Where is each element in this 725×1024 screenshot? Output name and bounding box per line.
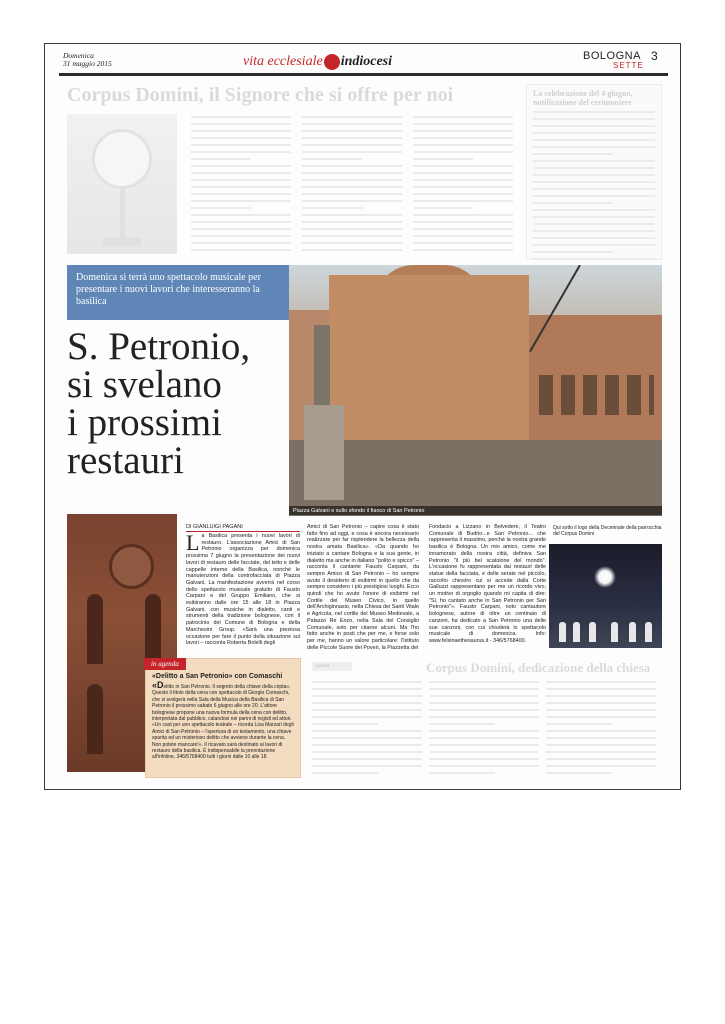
faded-text-line	[302, 221, 402, 223]
faded-text-line	[312, 702, 422, 704]
faded-text-line	[533, 160, 655, 162]
faded-text-line	[191, 214, 291, 216]
faded-text-line	[533, 146, 655, 148]
headline-line: si svelano	[67, 363, 222, 406]
bottom-article-column	[312, 681, 422, 779]
faded-text-line	[533, 132, 655, 134]
feature-kicker	[67, 265, 289, 320]
byline-author: GIANLUIGI PAGANI	[193, 524, 243, 530]
faded-text-line	[413, 228, 513, 230]
faded-text-line	[413, 165, 513, 167]
faded-text-line	[312, 709, 422, 711]
faded-text-line	[429, 681, 539, 683]
faded-text-line	[429, 751, 539, 753]
faded-text-line	[429, 765, 539, 767]
faded-text-line	[533, 202, 613, 204]
bottom-article-tag: Stasera	[312, 662, 352, 671]
top-article-sidebar	[526, 84, 662, 260]
faded-text-line	[312, 730, 422, 732]
agenda-text: elitto in San Petronio. Il segreto della chiave della cripta». Questo il titolo della cena con spettacolo di Giorgio Comaschi, che si svolgerà nella Sala della Musica della Basilica di San Petronio il prossimo sabato 6 giugno alle ore 20. L'attore bolognese propone una nuova formula della cena con delitto, interpretata dal pubblico, calandosi nei panni di registi ed attori. «Un cast per uno spettacolo teatrale – ricorda Lisa Marzari degli Amici di San Petronio – l'apertura di un testamento, una chiave sparita ed un misterioso delitto che avviene durante la cena. Non potete mancare!». Il ricavato sarà destinato ai lavori di restauro della basilica. È indispensabile la prenotazione all'infoline, 346/5768400 tutti i giorni dalle 10 alle 18.	[152, 684, 294, 761]
performer-figure	[645, 622, 652, 642]
bottom-article-title: Corpus Domini, dedicazione della chiesa	[426, 660, 651, 675]
top-article-sidebar-text	[527, 111, 661, 260]
faded-text-line	[191, 172, 291, 174]
issue-day: Domenica	[63, 51, 94, 60]
faded-text-line	[302, 179, 402, 181]
faded-text-line	[312, 751, 422, 753]
performer-figure	[589, 622, 596, 642]
bottom-article-column	[546, 681, 656, 779]
faded-text-line	[546, 702, 656, 704]
faded-text-line	[546, 744, 656, 746]
faded-text-line	[413, 242, 513, 244]
faded-text-line	[312, 772, 378, 774]
arched-window	[145, 594, 161, 664]
bottom-article-column	[429, 681, 539, 779]
agenda-title: «Delitto a San Petronio» con Comaschi	[152, 673, 283, 680]
faded-text-line	[191, 221, 291, 223]
faded-text-line	[302, 144, 402, 146]
faded-text-line	[191, 165, 291, 167]
top-article-sidebar-title: La celebrazione del 4 giugno, notificazione del cerimoniere	[533, 89, 633, 107]
faded-text-line	[413, 144, 513, 146]
faded-text-line	[191, 200, 291, 202]
faded-text-line	[546, 772, 612, 774]
monstrance-base	[103, 238, 141, 246]
performer-figure	[629, 622, 636, 642]
faded-text-line	[429, 772, 495, 774]
faded-text-line	[546, 688, 656, 690]
faded-text-line	[429, 730, 539, 732]
article-column-3: Fondacio a Lizzano in Belvedere, il Teatro Comunale di Budrio...e San Petronio... che rappresenta il massimo, perché la nostra grande basilica è Bologna. Un mio amico, come me innamorato della nostra città, definiva San Petronio "il più bel scatolone del mondo". L'occasione fu rappresentata dai restauri delle statue della facciata, e delle serate nel piccolo, raccolto chiostro cui si accede dalla Corte Galluzzi rappresentano per me un ricordo vivo, un motivo di orgoglio quando mi capita di dire: "Sì, ho cantato anche in San Petronio per San Petronio"». Fausto Carpani, noto cantautore bolognese, autore di oltre un centinaio di canzoni, ha dedicato a San Petronio una delle sue canzoni, con cui chiuderà lo spettacolo musicale di domenica. Info: www.felsinaethesaurus.it - 346/5768400.	[429, 524, 546, 644]
faded-text-line	[191, 158, 251, 160]
faded-text-line	[312, 688, 422, 690]
faded-text-line	[312, 723, 378, 725]
faded-text-line	[191, 186, 291, 188]
faded-text-line	[302, 207, 362, 209]
monstrance-image	[67, 114, 177, 254]
byline-prefix: DI	[186, 524, 192, 530]
faded-text-line	[191, 235, 291, 237]
performer-figure	[611, 622, 618, 642]
faded-text-line	[413, 116, 513, 118]
article-column-1	[186, 533, 300, 659]
faded-text-line	[533, 174, 655, 176]
faded-text-line	[546, 716, 656, 718]
article-text: a Basilica presenta i nuovi lavori di restauro. L'associazione Amici di San Petronio organizza per domenica prossima 7 giugno la presentazione dei nuovi lavori di restauro delle facciate, del tetto e delle cappelle interne della Basilica, nonché le manutenzioni della controfacciata di Piazza Galvani. La manifestazione avverrà nel corso dello spettacolo musicale gratuito di Fausto Carpani e del Gruppo Emiliano, che si esibiranno dalle ore 15 alle 18 in Piazza Galvani, con musiche in dialetto, canti e strumenti della tradizione bolognese, con il patrocinio del Comune di Bologna e della Marchesini Group. «Sarà una preziosa occasione per fare il punto della situazione sui lavori – racconta Roberta Bolelli degli	[186, 533, 300, 647]
feature-headline	[67, 325, 289, 482]
top-article-column	[413, 116, 513, 256]
top-article-column	[191, 116, 291, 256]
edition-supplement: SETTE	[613, 61, 644, 70]
faded-text-line	[413, 235, 513, 237]
faded-text-line	[429, 709, 539, 711]
faded-text-line	[413, 221, 513, 223]
faded-text-line	[546, 709, 656, 711]
faded-text-line	[533, 251, 613, 253]
monstrance-stem	[120, 186, 125, 241]
agenda-body	[152, 682, 294, 761]
dropcap: L	[186, 533, 200, 555]
faded-text-line	[546, 737, 656, 739]
faded-text-line	[302, 172, 402, 174]
faded-text-line	[302, 116, 402, 118]
photo-statue	[314, 325, 330, 405]
arched-window	[87, 594, 103, 664]
faded-text-line	[533, 139, 655, 141]
night-performance-photo	[549, 544, 662, 648]
faded-text-line	[302, 242, 402, 244]
faded-text-line	[191, 242, 291, 244]
faded-text-line	[546, 751, 656, 753]
faded-text-line	[546, 695, 656, 697]
faded-text-line	[429, 695, 539, 697]
faded-text-line	[302, 249, 402, 251]
agenda-tag: in agenda	[144, 658, 186, 670]
photo-caption: Piazza Galvani e sullo sfondo il fianco di San Petronio	[289, 506, 662, 516]
faded-text-line	[533, 223, 655, 225]
issue-date-text: 31 maggio 2015	[63, 59, 112, 68]
faded-text-line	[191, 151, 291, 153]
faded-text-line	[413, 193, 513, 195]
night-photo-caption: Qui sotto il logo della Decennale della parrocchia del Corpus Domini	[553, 525, 662, 537]
section-title-post: indiocesi	[340, 54, 393, 69]
faded-text-line	[413, 123, 513, 125]
section-logo-icon	[324, 54, 340, 70]
faded-text-line	[302, 193, 402, 195]
photo-portico-arches	[539, 375, 654, 415]
faded-text-line	[302, 228, 402, 230]
issue-date	[63, 52, 112, 68]
faded-text-line	[413, 249, 513, 251]
faded-text-line	[546, 730, 656, 732]
agenda-dropcap: «D	[152, 680, 164, 690]
faded-text-line	[302, 235, 402, 237]
faded-text-line	[429, 723, 495, 725]
spotlight	[594, 566, 616, 588]
section-title-pre: vita ecclesiale	[243, 54, 323, 69]
photo-basilica	[329, 275, 529, 445]
faded-text-line	[429, 758, 539, 760]
faded-text-line	[302, 165, 402, 167]
faded-text-line	[302, 158, 362, 160]
faded-text-line	[413, 186, 513, 188]
faded-text-line	[533, 216, 655, 218]
faded-text-line	[191, 144, 291, 146]
faded-text-line	[312, 765, 422, 767]
faded-text-line	[533, 111, 655, 113]
basilica-photo	[289, 265, 662, 515]
headline-line: S. Petronio,	[67, 325, 251, 368]
faded-text-line	[312, 758, 422, 760]
edition-city: BOLOGNA	[583, 50, 641, 62]
faded-text-line	[429, 737, 539, 739]
faded-text-line	[413, 172, 513, 174]
performer-figure	[559, 622, 566, 642]
faded-text-line	[413, 214, 513, 216]
faded-text-line	[546, 765, 656, 767]
faded-text-line	[413, 130, 513, 132]
masthead-rule	[59, 73, 668, 76]
faded-text-line	[429, 688, 539, 690]
faded-text-line	[546, 681, 656, 683]
faded-text-line	[191, 179, 291, 181]
faded-text-line	[533, 195, 655, 197]
performer-figure	[573, 622, 580, 642]
faded-text-line	[191, 137, 291, 139]
faded-text-line	[413, 137, 513, 139]
photo-piazza	[289, 440, 662, 515]
faded-text-line	[312, 695, 422, 697]
byline	[186, 524, 300, 532]
faded-text-line	[302, 130, 402, 132]
newspaper-page	[44, 43, 681, 790]
faded-text-line	[191, 207, 251, 209]
faded-text-line	[191, 123, 291, 125]
faded-text-line	[533, 230, 655, 232]
monstrance-halo	[92, 129, 152, 189]
feature-kicker-text: Domenica si terrà uno spettacolo musicale per presentare i nuovi lavori che interesseranno la basilica	[76, 272, 261, 307]
faded-text-line	[413, 207, 473, 209]
headline-line: restauri	[67, 439, 184, 482]
rose-window	[109, 544, 154, 589]
faded-text-line	[191, 130, 291, 132]
faded-text-line	[533, 188, 655, 190]
photo-statue-plinth	[304, 405, 344, 500]
arched-window	[87, 684, 103, 754]
faded-text-line	[302, 200, 402, 202]
faded-text-line	[533, 244, 655, 246]
faded-text-line	[429, 744, 539, 746]
faded-text-line	[302, 123, 402, 125]
section-title	[243, 52, 392, 72]
faded-text-line	[413, 179, 513, 181]
faded-text-line	[533, 237, 655, 239]
faded-text-line	[413, 200, 513, 202]
faded-text-line	[312, 744, 422, 746]
faded-text-line	[429, 716, 539, 718]
faded-text-line	[312, 737, 422, 739]
faded-text-line	[533, 153, 613, 155]
faded-text-line	[312, 716, 422, 718]
page-number: 3	[651, 49, 658, 63]
faded-text-line	[533, 181, 655, 183]
faded-text-line	[533, 167, 655, 169]
faded-text-line	[191, 193, 291, 195]
faded-text-line	[302, 214, 402, 216]
faded-text-line	[533, 118, 655, 120]
faded-text-line	[429, 702, 539, 704]
top-article-title: Corpus Domini, il Signore che si offre per noi	[67, 84, 454, 106]
faded-text-line	[191, 116, 291, 118]
faded-text-line	[533, 258, 655, 260]
faded-text-line	[546, 758, 656, 760]
faded-text-line	[413, 151, 513, 153]
faded-text-line	[546, 723, 612, 725]
agenda-box	[145, 658, 301, 778]
faded-text-line	[413, 158, 473, 160]
faded-text-line	[302, 137, 402, 139]
faded-text-line	[312, 681, 422, 683]
faded-text-line	[533, 209, 655, 211]
faded-text-line	[533, 125, 655, 127]
faded-text-line	[191, 228, 291, 230]
headline-line: i prossimi	[67, 401, 222, 444]
faded-text-line	[302, 186, 402, 188]
top-article-column	[302, 116, 402, 256]
faded-text-line	[191, 249, 291, 251]
faded-text-line	[302, 151, 402, 153]
article-column-2: Amici di San Petronio – capire cosa è stato fatto fino ad oggi, e cosa è ancora necessario realizzare per far risplendere la bellezza della nostra amata Basilica». «Da quando ho iniziato a cantare Bologna e la sua gente, in dialetto ma anche in italiano "polito e spicco" – racconta il cantante Fausto Carpani, da sempre Amico di San Petronio – ho sempre avuto il desiderio di esibirmi in quello che da sempre considero i più prestigiosi luoghi. Ecco quindi che ho avuto l'onore di esibirmi nel Cortile del Museo Civico, in quello dell'Archiginnasio, nella Chiesa dei Santi Vitale e Agricola, nel cortile del Museo Medievale, a Palazzo Re Enzo, nella Sala del Consiglio Comunale, solo per citarne alcuni. Ma l'ho fatto anche in posti che per me, e forse solo per me, hanno un valore particolare: l'Istituto delle Piccole Suore dei Poveri, la Piazzetta del	[307, 524, 419, 651]
